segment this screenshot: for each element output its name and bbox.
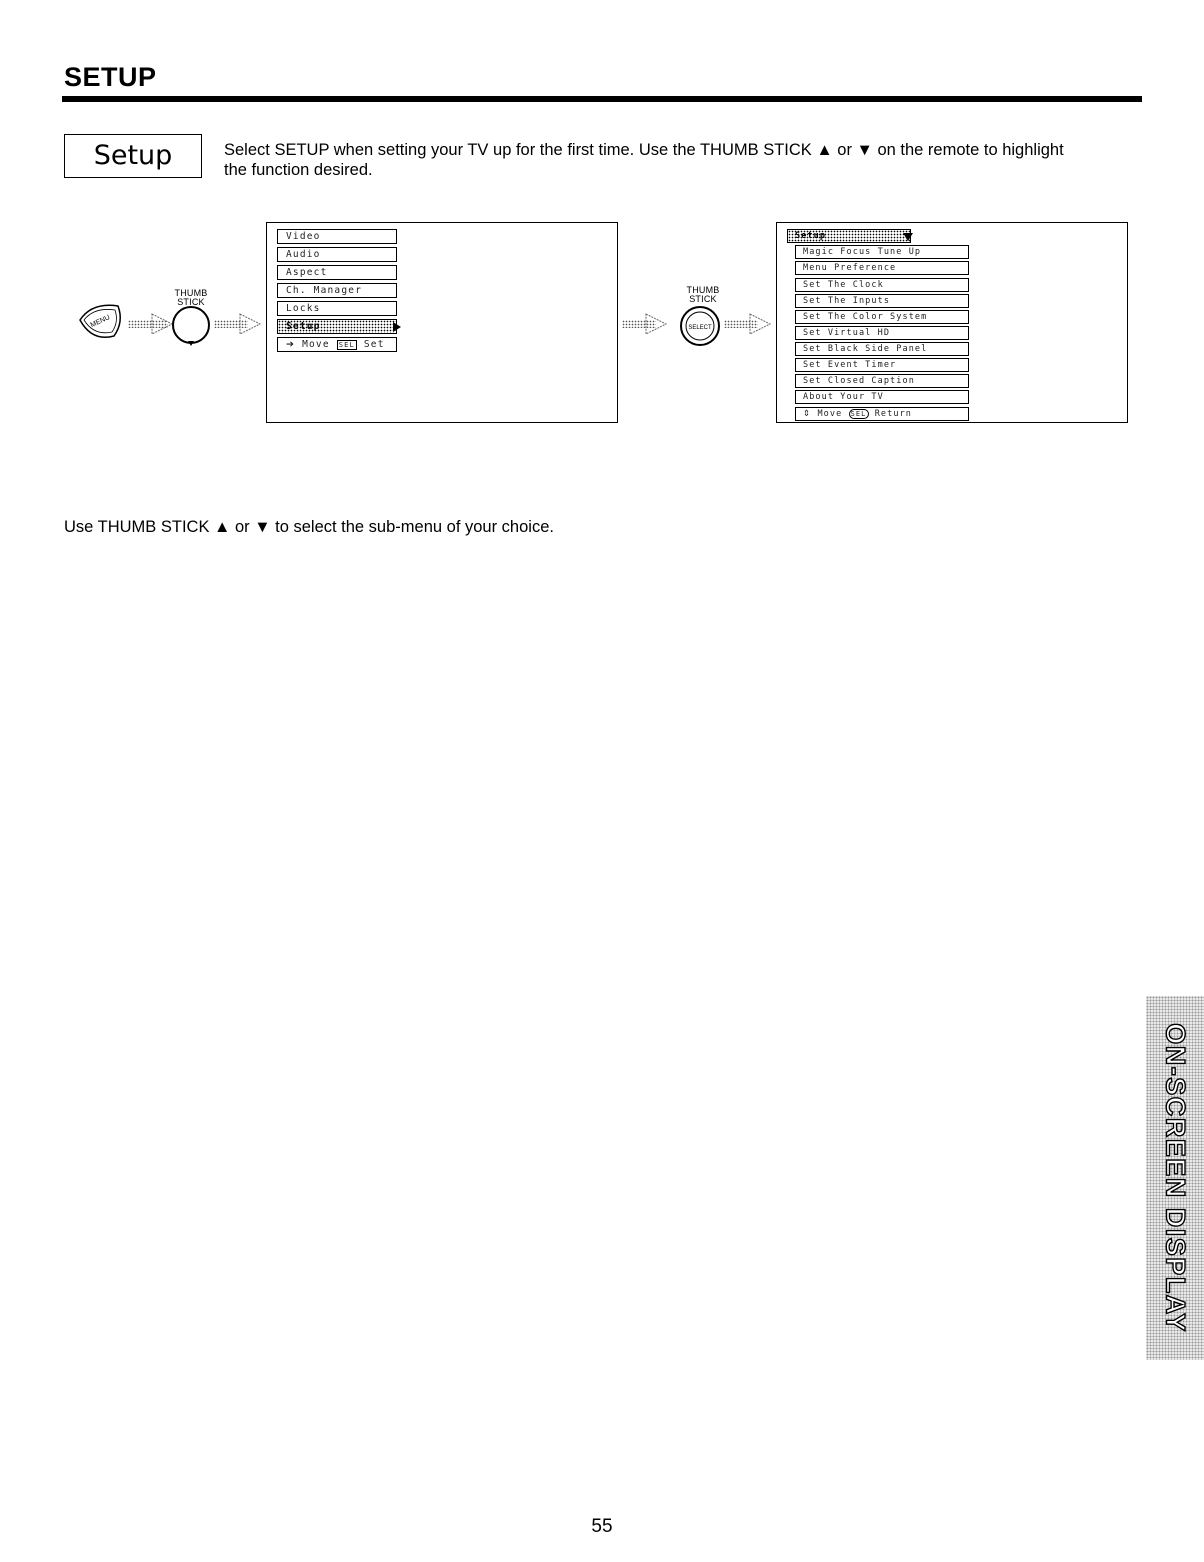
thumb-label-2-line2: STICK xyxy=(689,294,717,304)
intro-line-2: the function desired. xyxy=(224,161,373,179)
intro-line-1: Select SETUP when setting your TV up for the first time. Use the THUMB STICK ▲ or ▼ on the remote to highlight xyxy=(224,141,1064,159)
move-arrows-icon: ➔ xyxy=(286,339,296,350)
menu-item-video: Video xyxy=(277,229,397,244)
menu-item-locks: Locks xyxy=(277,301,397,316)
tv-screen-main-menu xyxy=(266,222,618,423)
thumb-stick-icon xyxy=(170,304,214,348)
title-rule xyxy=(62,96,1142,102)
instruction-caption: Use THUMB STICK ▲ or ▼ to select the sub-menu of your choice. xyxy=(64,518,554,536)
page-number: 55 xyxy=(591,1516,613,1537)
menu-footer xyxy=(277,337,397,352)
section-side-tab xyxy=(1146,996,1204,1360)
setup-item-set-the-color-system: Set The Color System xyxy=(795,310,969,324)
setup-item-set-black-side-panel: Set Black Side Panel xyxy=(795,342,969,356)
menu-item-ch-manager: Ch. Manager xyxy=(277,283,397,298)
intro-text xyxy=(224,140,1154,180)
menu-item-audio: Audio xyxy=(277,247,397,262)
select-button-icon xyxy=(678,304,724,350)
menu-item-aspect: Aspect xyxy=(277,265,397,280)
thumb-label-2-line1: THUMB xyxy=(686,285,720,295)
thumb-stick-label-2 xyxy=(678,286,728,304)
select-button-text: SELECT xyxy=(688,325,712,331)
tv-screen-setup-menu xyxy=(776,222,1128,423)
menu-button-icon xyxy=(74,298,128,344)
setup-sel-button-icon: SEL xyxy=(850,410,867,418)
up-down-arrows-icon: ⇕ xyxy=(803,409,812,419)
setup-item-set-virtual-hd: Set Virtual HD xyxy=(795,326,969,340)
menu-item-setup-highlighted: Setup xyxy=(277,319,397,334)
setup-menu-footer xyxy=(795,407,969,421)
setup-item-set-closed-caption: Set Closed Caption xyxy=(795,374,969,388)
arrow-icon xyxy=(644,312,668,336)
setup-item-set-the-inputs: Set The Inputs xyxy=(795,294,969,308)
page-title: SETUP xyxy=(64,62,157,92)
arrow-icon xyxy=(238,312,262,336)
setup-item-menu-preference: Menu Preference xyxy=(795,261,969,275)
dropdown-arrow-icon xyxy=(903,233,913,241)
submenu-arrow-icon xyxy=(393,322,401,332)
menu-button-text: MENU xyxy=(89,314,112,330)
thumb-label-line2: STICK xyxy=(177,297,205,307)
sel-button-icon: SEL xyxy=(338,341,355,349)
setup-item-set-event-timer: Set Event Timer xyxy=(795,358,969,372)
thumb-label-line1: THUMB xyxy=(174,288,208,298)
side-tab-label: ON-SCREEN DISPLAY xyxy=(1160,1023,1191,1333)
setup-item-about-your-tv: About Your TV xyxy=(795,390,969,404)
setup-item-set-the-clock: Set The Clock xyxy=(795,278,969,292)
setup-footer-move-label: Move xyxy=(817,409,843,419)
setup-menu-title-highlighted: Setup xyxy=(787,229,911,243)
setup-footer-return-label: Return xyxy=(874,409,913,419)
setup-item-magic-focus-tune-up: Magic Focus Tune Up xyxy=(795,245,969,259)
arrow-icon xyxy=(748,312,772,336)
footer-move-label: Move xyxy=(302,339,330,350)
footer-set-label: Set xyxy=(363,339,385,350)
setup-label-box: Setup xyxy=(64,134,202,178)
